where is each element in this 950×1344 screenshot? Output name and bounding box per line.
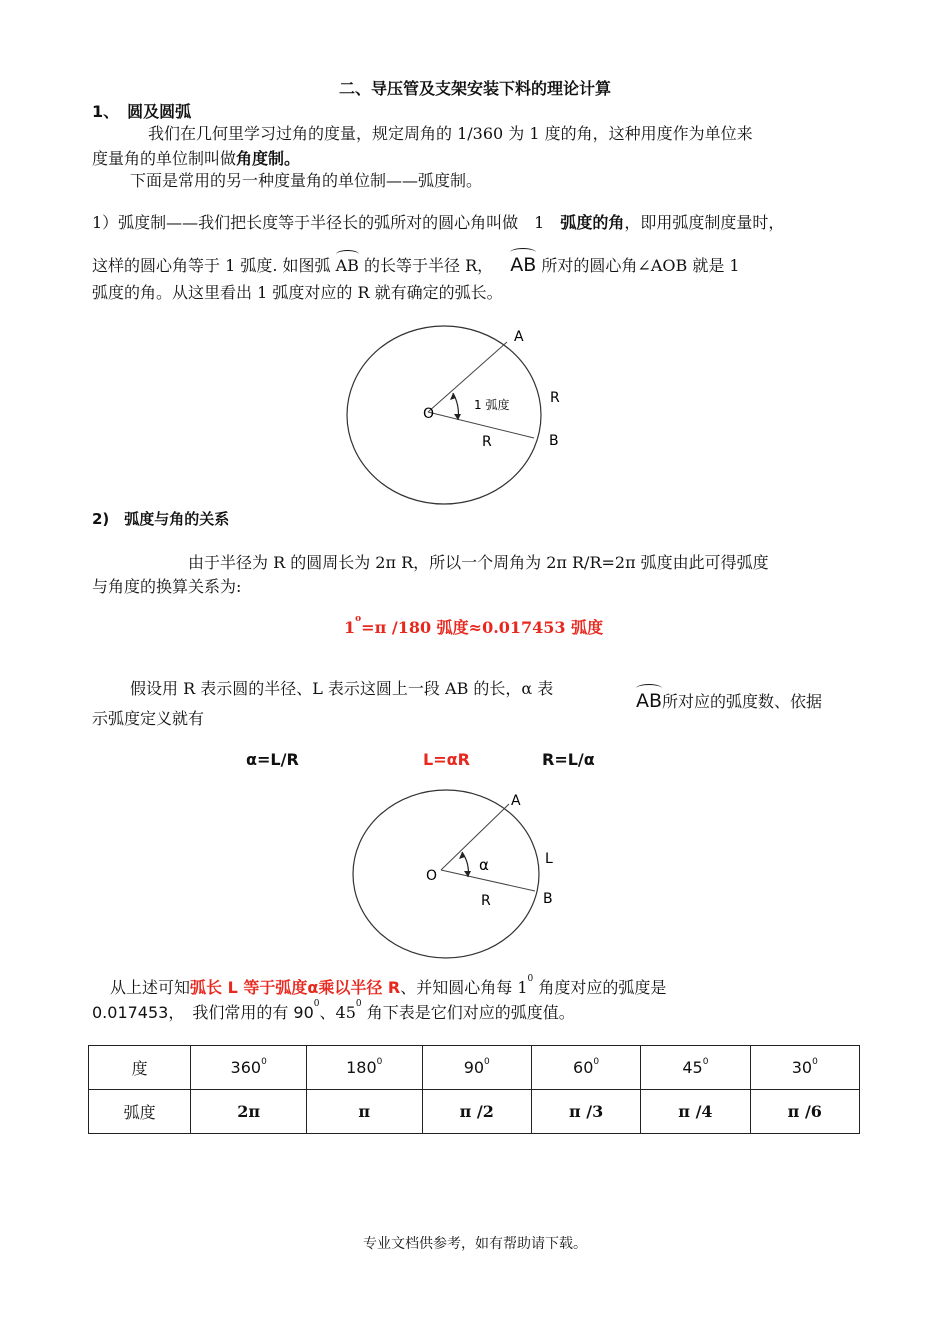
equation-alpha: α=L/R (246, 750, 299, 769)
paragraph-text: 0.017453， 我们常用的有 90 (92, 1003, 314, 1022)
table-row-radians (89, 1090, 860, 1134)
degree-sup: 0 (376, 1057, 383, 1067)
page-footer: 专业文档供参考，如有帮助请下载。 (363, 1236, 587, 1252)
label-o: O (423, 406, 435, 422)
degree-sup: 0 (593, 1057, 600, 1067)
table-cell-radian: π /4 (641, 1090, 750, 1134)
paragraph-text: 所对的圆心角∠AOB 就是 1 (541, 256, 740, 275)
label-a: A (511, 793, 521, 809)
cell-value: 60 (573, 1058, 594, 1077)
equation-radius: R=L/α (542, 750, 595, 769)
paragraph-radian-intro: 下面是常用的另一种度量角的单位制——弧度制。 (130, 171, 483, 190)
table-header-degree: 度 (89, 1046, 191, 1090)
table-cell-radian: π /3 (531, 1090, 640, 1134)
label-l: L (545, 851, 553, 867)
angle-label: 1 弧度 (474, 398, 510, 412)
degree-sup: 0 (484, 1057, 490, 1067)
arc-ab-symbol: AB (336, 252, 359, 275)
cell-value: 90 (463, 1058, 485, 1077)
circle (353, 790, 539, 958)
equation-length: L=αR (423, 750, 470, 769)
paragraph-text: 从上述可知 (110, 978, 191, 997)
term-degree-system: 角度制。 (236, 149, 301, 168)
degree-sup: 0 (527, 974, 534, 984)
paragraph-text: 的长等于半径 R， (364, 256, 494, 275)
section2-heading: 2) 弧度与角的关系 (92, 510, 230, 528)
paragraph-conclusion (110, 975, 666, 998)
arc-ab-symbol: AB (636, 686, 662, 712)
label-r: R (481, 893, 491, 909)
label-o: O (426, 868, 438, 884)
table-cell-degree (641, 1046, 750, 1090)
paragraph-text: 度量角的单位制叫做 (92, 149, 237, 168)
degree-radian-table (88, 1045, 860, 1134)
degree-sup: o (355, 614, 362, 624)
table-cell-degree (531, 1046, 640, 1090)
paragraph-relation-2: 与角度的换算关系为: (92, 577, 242, 596)
degree-sup: 0 (355, 999, 362, 1009)
label-a: A (514, 329, 524, 345)
conversion-formula (344, 615, 603, 638)
paragraph-text: 1）弧度制——我们把长度等于半径长的弧所对的圆心角叫做 1 (92, 213, 561, 232)
page-title: 二、导压管及支架安装下料的理论计算 (338, 79, 611, 98)
paragraph-relation: 由于半径为 R 的圆周长为 2π R，所以一个周角为 2π R/R=2π 弧度由此可得弧度 (188, 553, 769, 572)
paragraph-text: 角下表是它们对应的弧度值。 (361, 1003, 575, 1022)
cell-value: 45 (682, 1058, 703, 1077)
section1-heading: 1、 圆及圆弧 (92, 102, 192, 121)
paragraph-radian-def-2 (92, 250, 740, 276)
arc-ab-symbol: AB (510, 250, 536, 276)
cell-value: 360 (230, 1058, 262, 1077)
degree-sup: 0 (313, 999, 320, 1009)
label-r-radius: R (482, 434, 492, 450)
paragraph-text: 角度对应的弧度是 (533, 978, 667, 997)
table-cell-radian: π /6 (750, 1090, 859, 1134)
cell-value: 30 (791, 1058, 813, 1077)
label-b: B (549, 433, 559, 449)
paragraph-conclusion-2 (92, 1000, 575, 1023)
formula-text: =π /180 弧度≈0.017453 弧度 (361, 618, 604, 637)
label-r-arc: R (550, 390, 560, 406)
table-cell-degree (422, 1046, 531, 1090)
paragraph-angle-system: 我们在几何里学习过角的度量，规定周角的 1/360 为 1 度的角，这种用度作为单位来 (148, 124, 753, 143)
paragraph-text: ，即用弧度制度量时， (624, 213, 785, 232)
degree-sup: 0 (261, 1057, 267, 1067)
cell-value: 180 (346, 1058, 377, 1077)
table-cell-radian: π /2 (422, 1090, 531, 1134)
degree-sup: 0 (812, 1057, 818, 1067)
paragraph-radian-def-3: 弧度的角。从这里看出 1 弧度对应的 R 就有确定的弧长。 (92, 283, 503, 302)
highlight-arc-length: 弧长 L 等于弧度α乘以半径 R (190, 978, 401, 997)
table-cell-radian: π (306, 1090, 422, 1134)
paragraph-text: 这样的圆心角等于 1 弧度. 如图弧 (92, 256, 331, 275)
label-b: B (543, 891, 553, 907)
radius-ob (428, 412, 534, 438)
table-header-radian: 弧度 (89, 1090, 191, 1134)
formula-text: 1 (344, 618, 356, 637)
paragraph-text: 、45 (319, 1003, 356, 1022)
table-row-degrees (89, 1046, 860, 1090)
paragraph-text: 所对应的弧度数、依据 (662, 692, 823, 711)
angle-label: α (479, 856, 489, 874)
paragraph-alpha-tail (636, 686, 822, 712)
alpha-diagram (346, 782, 576, 962)
table-cell-degree (191, 1046, 307, 1090)
paragraph-alpha-2: 示弧度定义就有 (92, 709, 205, 728)
paragraph-alpha: 假设用 R 表示圆的半径、L 表示这圆上一段 AB 的长，α 表 (130, 679, 554, 698)
table-cell-radian: 2π (191, 1090, 307, 1134)
radius-oa (441, 804, 509, 870)
degree-sup: 0 (702, 1057, 709, 1067)
table-cell-degree (750, 1046, 859, 1090)
paragraph-radian-def (92, 210, 784, 233)
paragraph-angle-system-cont (92, 146, 300, 169)
radian-diagram (340, 320, 570, 510)
paragraph-text: 、并知圆心角每 1 (400, 978, 528, 997)
term-radian-angle: 弧度的角 (560, 213, 625, 232)
circle (347, 326, 541, 504)
table-cell-degree (306, 1046, 422, 1090)
